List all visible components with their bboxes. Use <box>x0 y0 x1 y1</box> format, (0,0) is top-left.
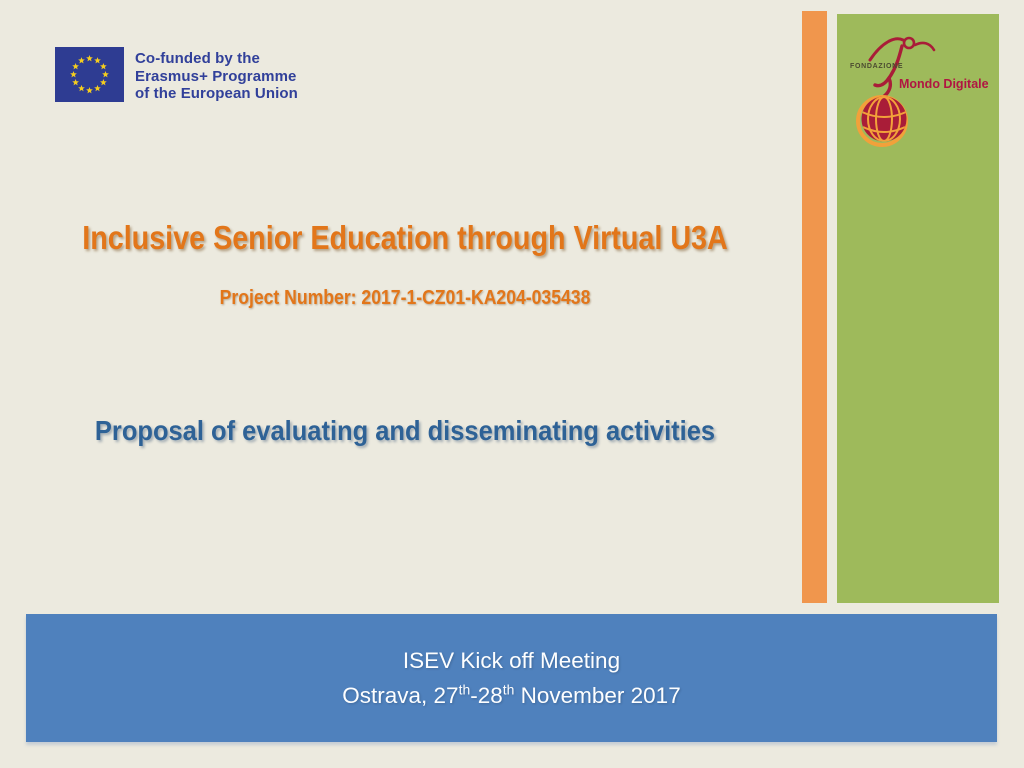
eu-text-line-3: of the European Union <box>135 85 298 102</box>
date-part-range: -28 <box>470 683 503 708</box>
eu-text-line-2: Erasmus+ Programme <box>135 67 297 85</box>
mondo-digitale-logo <box>842 30 992 155</box>
eu-cofunded-text <box>135 47 298 103</box>
meeting-title: ISEV Kick off Meeting <box>402 648 621 673</box>
mondo-digitale-label: Mondo Digitale <box>899 77 989 91</box>
date-ordinal-2: th <box>502 681 515 698</box>
fondazione-label: FONDAZIONE <box>850 63 904 70</box>
slide-subtitle: Proposal of evaluating and disseminating activities <box>94 415 716 446</box>
date-part-month-year: November 2017 <box>514 683 681 708</box>
eu-flag-icon <box>55 47 124 102</box>
footer-banner <box>26 614 997 742</box>
date-ordinal-1: th <box>458 681 471 698</box>
eu-text-line-1: Co-funded by the <box>135 50 260 67</box>
eu-cofunded-badge <box>55 47 298 103</box>
project-number: Project Number: 2017-1-CZ01-KA204-035438 <box>219 287 591 309</box>
slide-title: Inclusive Senior Education through Virtual U3A <box>82 219 728 256</box>
meeting-date <box>342 678 680 713</box>
orange-accent-stripe <box>802 11 827 603</box>
green-side-panel <box>837 14 999 603</box>
date-part-city-day: Ostrava, 27 <box>342 683 459 708</box>
globe-icon <box>858 97 907 146</box>
